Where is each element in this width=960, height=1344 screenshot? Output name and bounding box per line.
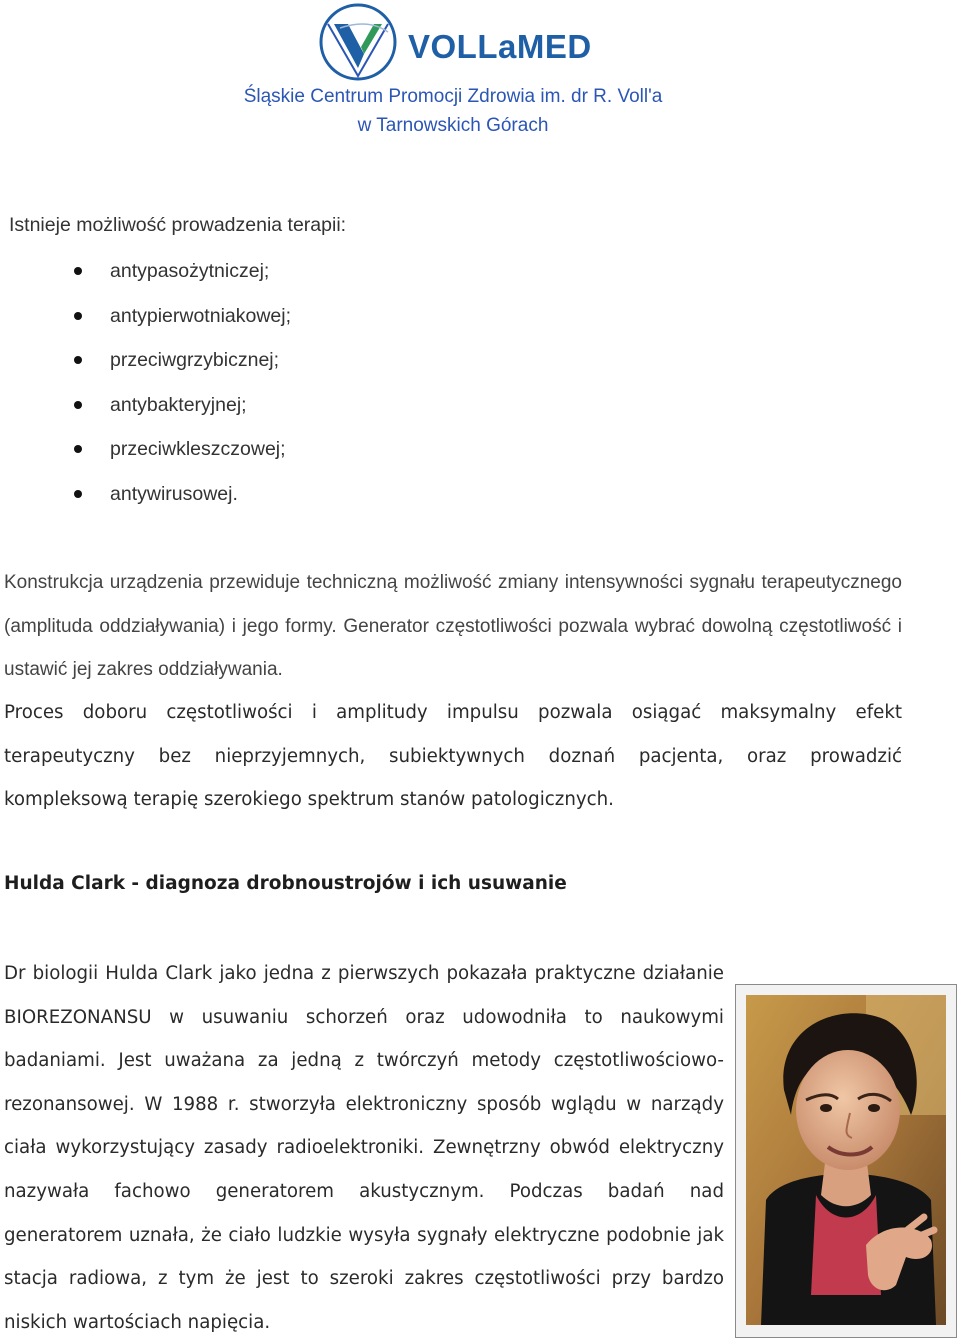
hulda-clark-portrait bbox=[746, 995, 946, 1325]
therapy-intro: Istnieje możliwość prowadzenia terapii: bbox=[9, 214, 347, 236]
page-header bbox=[0, 0, 960, 150]
vollamed-v-logo-icon bbox=[318, 2, 398, 82]
organization-location: w Tarnowskich Górach bbox=[357, 115, 549, 136]
list-item: antybakteryjnej; bbox=[0, 389, 291, 434]
frequency-selection-paragraph: Proces doboru częstotliwości i amplitudy impulsu pozwala osiągać maksymalny efekt terapeutyczny bez nieprzyjemnych, subiektywnych doznań pacjenta, oraz prowadzić kompleksową terapię szerokiego spektrum stanów patologicznych. bbox=[4, 702, 902, 811]
list-item: antywirusowej. bbox=[0, 478, 291, 523]
portrait-frame bbox=[735, 984, 957, 1338]
list-item: przeciwkleszczowej; bbox=[0, 433, 291, 478]
list-item: antypasożytniczej; bbox=[0, 255, 291, 300]
list-item: przeciwgrzybicznej; bbox=[0, 344, 291, 389]
hulda-clark-bio-paragraph: Dr biologii Hulda Clark jako jedna z pierwszych pokazała praktyczne działanie BIOREZONANSU w usuwaniu schorzeń oraz udowodniła to naukowymi badaniami. Jest uważana za jedną z twórczyń metody częstotliwościowo-rezonansowej. W 1988 r. stworzyła elektroniczny sposób wglądu w narządy ciała wykorzystujący zasady radioelektroniki. Zewnętrzny obwód elektryczny nazywała fachowo generatorem akustycznym. Podczas badań nad generatorem uznała, że ciało ludzkie wysyła sygnały elektryczne podobnie jak stacja radiowa, z tym że jest to szeroki zakres częstotliwości przy bardzo niskich wartościach napięcia. bbox=[4, 963, 724, 1333]
brand-name: VOLLaMED bbox=[408, 28, 592, 65]
therapy-list bbox=[0, 255, 291, 523]
organization-name: Śląskie Centrum Promocji Zdrowia im. dr R. Voll'a bbox=[243, 86, 663, 107]
device-description-paragraph: Konstrukcja urządzenia przewiduje techniczną możliwość zmiany intensywności sygnału terapeutycznego (amplituda oddziaływania) i jego formy. Generator częstotliwości pozwala wybrać dowolną częstotliwość i ustawić jej zakres oddziaływania. bbox=[4, 572, 902, 681]
list-item: antypierwotniakowej; bbox=[0, 300, 291, 345]
section-heading: Hulda Clark - diagnoza drobnoustrojów i ich usuwanie bbox=[4, 873, 567, 894]
